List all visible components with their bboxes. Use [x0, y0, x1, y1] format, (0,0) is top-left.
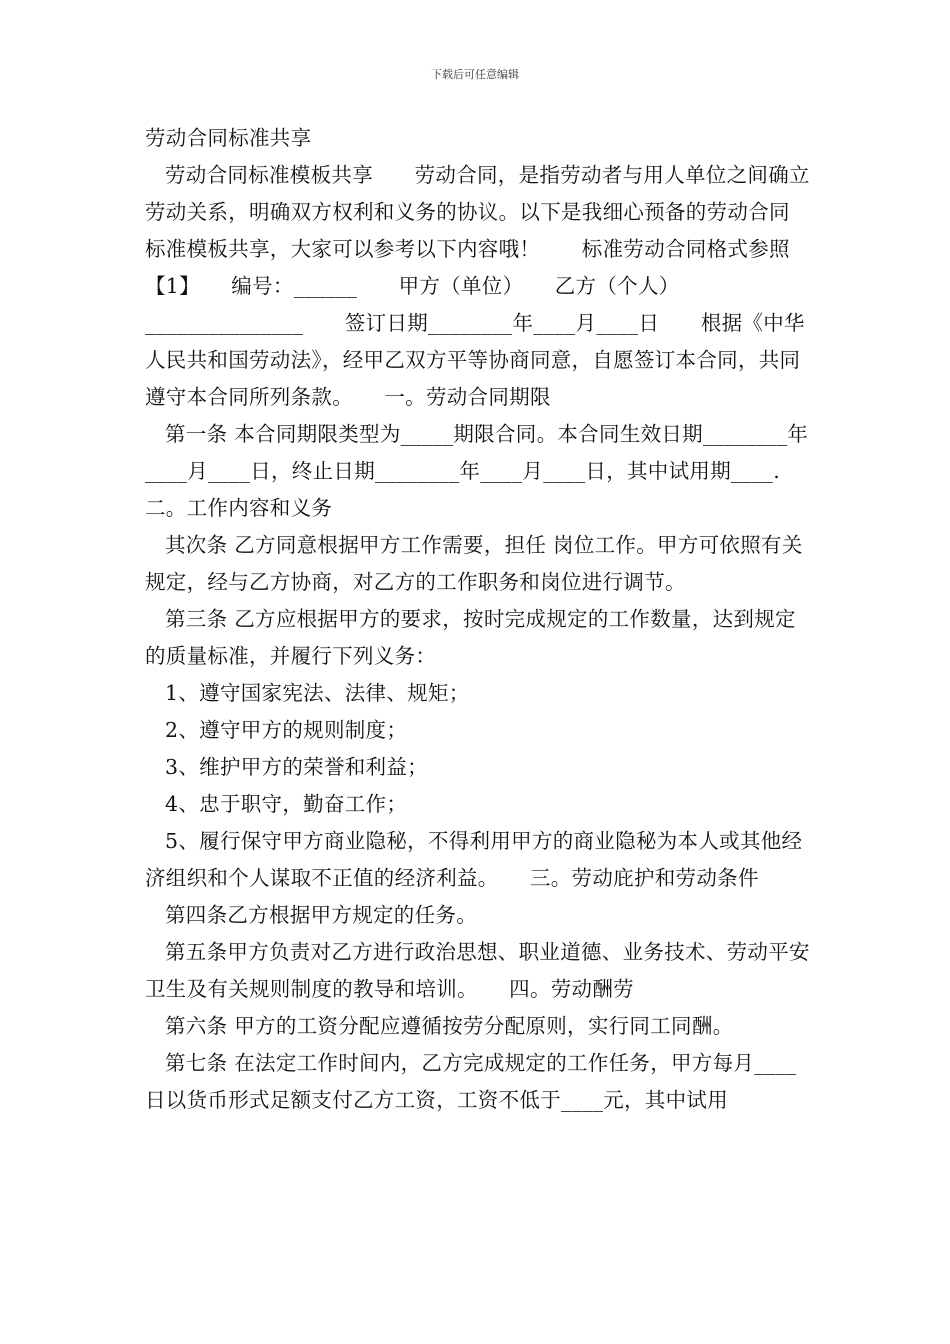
- paragraph-article-7: 第七条 在法定工作时间内，乙方完成规定的工作任务，甲方每月____日以货币形式足额支付乙方工资，工资不低于____元，其中试用: [145, 1051, 797, 1112]
- paragraph-article-6: 第六条 甲方的工资分配应遵循按劳分配原则，实行同工同酬。: [165, 1014, 734, 1038]
- list-item-obligation-5: 5、履行保守甲方商业隐秘，不得利用甲方的商业隐秘为本人或其他经济组织和个人谋取不正值的经济利益。 三。劳动庇护和劳动条件: [145, 829, 803, 890]
- paragraph-article-2: 其次条 乙方同意根据甲方工作需要，担任 岗位工作。甲方可依照有关规定，经与乙方协商，对乙方的工作职务和岗位进行调节。: [145, 533, 803, 594]
- document-body: [145, 120, 822, 1119]
- paragraph-intro: 劳动合同标准模板共享 劳动合同，是指劳动者与用人单位之间确立劳动关系，明确双方权利和义务的协议。以下是我细心预备的劳动合同标准模板共享，大家可以参考以下内容哦！ 标准劳动合同格式参照【1】 编号：______ 甲方（单位） 乙方（个人）_______________ 签订日期________年____月____日 根据《中华人民共和国劳动法》，经甲乙双方平等协商同意，自愿签订本合同，共同遵守本合同所列条款。 一。劳动合同期限: [145, 163, 810, 409]
- paragraph-article-1: 第一条 本合同期限类型为_____期限合同。本合同生效日期________年____月____日，终止日期________年____月____日，其中试用期____. 二。工作内容和义务: [145, 422, 822, 520]
- page-header: 下载后可任意编辑: [431, 68, 519, 81]
- paragraph-article-4: 第四条乙方根据甲方规定的任务。: [165, 903, 477, 927]
- list-item-obligation-4: 4、忠于职守，勤奋工作；: [165, 792, 408, 816]
- paragraph-article-5: 第五条甲方负责对乙方进行政治思想、职业道德、业务技术、劳动平安卫生及有关规则制度的教导和培训。 四。劳动酬劳: [145, 940, 810, 1001]
- list-item-obligation-2: 2、遵守甲方的规则制度；: [165, 718, 408, 742]
- document-title: 劳动合同标准共享: [145, 126, 312, 150]
- list-item-obligation-3: 3、维护甲方的荣誉和利益；: [165, 755, 428, 779]
- paragraph-article-3: 第三条 乙方应根据甲方的要求，按时完成规定的工作数量，达到规定的质量标准，并履行下列义务：: [145, 607, 796, 668]
- list-item-obligation-1: 1、遵守国家宪法、法律、规矩；: [165, 681, 470, 705]
